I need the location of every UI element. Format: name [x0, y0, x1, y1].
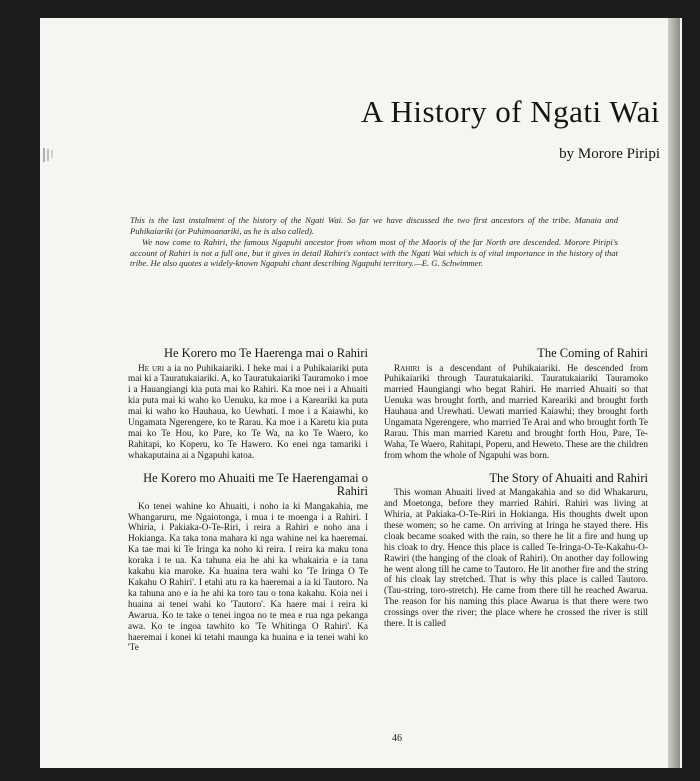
article-byline: by Morore Piripi	[559, 146, 660, 162]
left-column	[128, 347, 368, 654]
section-heading: He Korero mo Te Haerenga mai o Rahiri	[163, 346, 368, 360]
lead-in: Rahiri	[394, 363, 420, 374]
article-intro	[130, 215, 618, 270]
paragraph-text: a ia no Puhikaiariki. I heke mai i a Puhikaiariki puta mai ki a Tauratukaiariki. A, ko Tauratukaiariki Tauramoko i moe i a Hauangiangi kia puta mai ko Rahiri. Ka moe nei i a Ahuaiti kia puta mai ki waho ko Uenuku, ka moe i a Kareariki ka puta mai ki waho ko Hauhaua, ko Uewhati. I moe i a Kaiawhi, ko Ungamata Ngerengere, ko te Rarau. Ka moe i a Karetu kia puta mai ko Te Hou, ko Pare, ko Te Wa, na ko Te Waero, ko Rahitapi, ko Koperu, ko Te Hawero. Ko enei nga tamariki i whakaputaina ai a Ngapuhi katoa.	[128, 363, 368, 461]
section-heading: The Story of Ahuaiti and Rahiri	[489, 470, 648, 485]
body-paragraph	[128, 364, 368, 462]
intro-paragraph: We now come to Rahiri, the famous Ngapuhi ancestor from whom most of the Maoris of the far North are descended. Morore Piripi's account of Rahiri is not a full one, but it gives in detail Rahiri's contact with the Ngati Wai which is of vital importance in the history of that tribe. He also quotes a widely-known Ngapuhi chant describing Ngapuhi territory.—E. G. Schwimmer.	[130, 237, 618, 269]
lead-in: He uri	[138, 363, 165, 374]
intro-paragraph: This is the last instalment of the history of the Ngati Wai. So far we have discussed the two first ancestors of the tribe. Manaia and Puhikaiariki (or Puhimoanariki, as he is also called).	[130, 215, 618, 236]
section-heading: The Coming of Rahiri	[537, 346, 648, 360]
page-number: 46	[392, 733, 402, 744]
body-paragraph: This woman Ahuaiti lived at Mangakahia and so did Whakaruru, and Moetonga, before they married Rahiri. Rahiri was living at Whiria, at Pakiaka-O-Te-Riri in Hokianga. His thoughts dwelt upon these women; so he came. On arriving at Iringa he stayed there. His cloak became soaked with the rain, so there he lit a fire and hung up his cloak to dry. Hence this place is called Te-Iringa-O-Te-Kakahu-O-Rawiri (the hanging of the cloak of Rahiri). On another day following he went along till he came to Tautoro. He lit another fire and the string of his cloak lay stretched. That is why this place is called Tautoro. (Tau-string, toro-stretch). He came from there till he reached Awarua. The reason for his naming this place Awarua is that there were two crossings over the river; the place where he crossed the river is still there. It is called	[384, 488, 648, 630]
section-heading: He Korero mo Ahuaiti me Te Haerengamai o Rahiri	[143, 470, 368, 499]
book-spine	[668, 18, 680, 768]
margin-mark-icon	[40, 146, 58, 164]
right-column	[384, 347, 648, 630]
paragraph-text: is a descendant of Puhikaiariki. He descended from Puhikaiariki through Tauratukaiariki. Tauratukaiariki Tauramoko married Haungiangi who begat Rahiri. He married Ahuaiti so that Uenuka was brought forth, and married Kareariki and brought forth Hauhaua and Urewhati. Uewati married Kaiawhi; they brought forth Ungamata Ngerengere, who married Te Arai and who brought forth Te Rarau. This man married Karetu and brought forth Hou, Pare, Te-Waha, Te Waero, Rahitapi, Poperu, and Heweto. These are the children from whom the whole of Ngapuhi was born.	[384, 363, 649, 461]
body-paragraph	[384, 364, 648, 462]
body-paragraph: Ko tenei wahine ko Ahuaiti, i noho ia ki Mangakahia, me Whangaruru, me Ngaiotonga, i mua i te moenga i a Rahiri. I Whiria, i Pakiaka-O-Te-Riri, i reira a Rahiri e noho ana i Hokianga. Ka taka tona mahara ki nga wahine nei ka haeremai. Ka tae mai ki Te Iringa ka noho ki reira. I reira ka maku tona koraka i te ua. Ka tahuna eia he ahi ka whakairia e ia tana kakahu kia maroke. Ka huaina tera wahi ko 'Te Iringa O Te Kakahu O Rahiri'. I etahi atu ra ka haeremai a ia ki Tautoro. Na ka tahuna ano e ia he ahi ka toro tau o tona kakahu. Koia nei i huaina ai tenei wahi ko 'Tautoro'. Ka haere mai i reira ki Awarua. Ko te take o tenei ingoa no te mea e rua nga pekanga awa. Ko te ingoa tawhito ko 'Te Whitinga O Rahiri'. Ka haeremai i konei ki tetahi maunga ka huaina e ia tenei wahi ko 'Te	[128, 501, 368, 654]
article-title: A History of Ngati Wai	[361, 94, 660, 129]
